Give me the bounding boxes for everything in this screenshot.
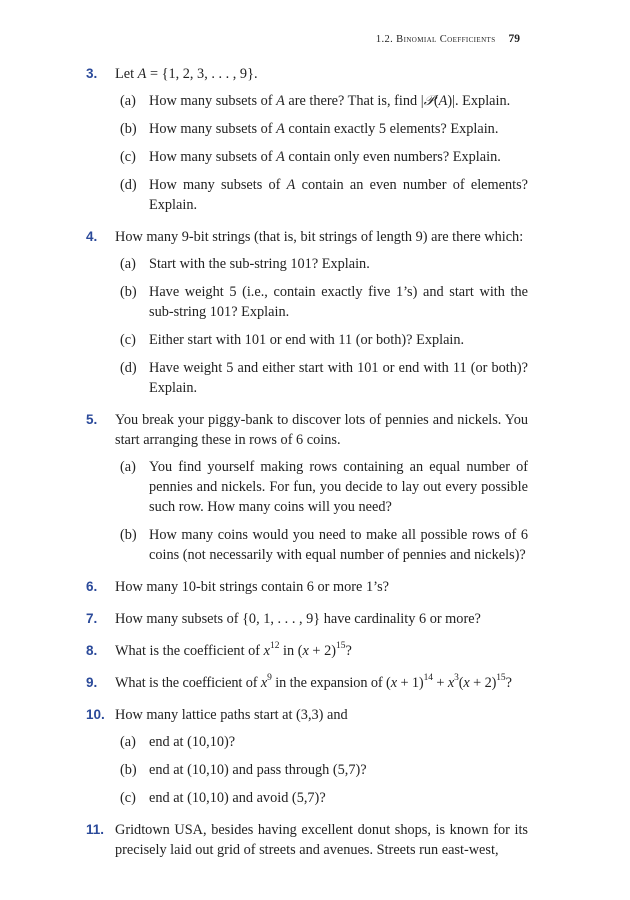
- subpart-a: (a) end at (10,10)?: [120, 734, 236, 750]
- problem-number: 4.: [86, 229, 98, 244]
- subpart-c: (c) Either start with 101 or end with 11 (or both)? Explain.: [120, 332, 465, 348]
- problem-3: [86, 64, 528, 215]
- problem-9: [86, 673, 528, 693]
- subpart-c: (c) How many subsets of A contain only even numbers? Explain.: [120, 149, 501, 165]
- subpart-b: (b) Have weight 5 (i.e., contain exactly five 1’s) and start with the sub-string 101? Explain.: [120, 284, 528, 320]
- exercise-list: [86, 64, 528, 860]
- problem-4: [86, 227, 528, 398]
- problem-7: [86, 609, 528, 629]
- problem-stem: You break your piggy-bank to discover lots of pennies and nickels. You start arranging these in rows of 6 coins.: [115, 412, 528, 448]
- problem-stem: Let A = {1, 2, 3, . . . , 9}.: [115, 66, 258, 82]
- problem-number: 5.: [86, 412, 98, 427]
- problem-stem: What is the coefficient of $x^{12}$ in $(x + 2)^{15}$?: [115, 641, 352, 659]
- problem-10: [86, 705, 528, 808]
- problem-stem: What is the coefficient of $x^9$ in the expansion of $(x + 1)^{14} + x^3(x + 2)^{15}$?: [115, 673, 512, 691]
- problem-number: 8.: [86, 643, 98, 658]
- problem-number: 9.: [86, 675, 98, 690]
- subpart-d: (d) Have weight 5 and either start with 101 or end with 11 (or both)? Explain.: [120, 360, 528, 396]
- subparts: [115, 91, 528, 215]
- problem-11: [86, 820, 528, 860]
- subpart-a: (a) You find yourself making rows containing an equal number of pennies and nickels. For fun, you decide to lay out every possible such row. How many coins will you need?: [120, 459, 528, 515]
- problem-8: [86, 641, 528, 661]
- problem-number: 7.: [86, 611, 98, 626]
- problem-stem: How many 9-bit strings (that is, bit strings of length 9) are there which:: [115, 229, 524, 245]
- running-header: [376, 29, 520, 50]
- problem-stem: How many 10-bit strings contain 6 or more 1’s?: [115, 579, 389, 595]
- subpart-b: (b) end at (10,10) and pass through (5,7)?: [120, 762, 367, 778]
- problem-number: 6.: [86, 579, 98, 594]
- subpart-b: (b) How many subsets of A contain exactly 5 elements? Explain.: [120, 121, 499, 137]
- subpart-b: (b) How many coins would you need to make all possible rows of 6 coins (not necessarily with equal number of pennies and nickels)?: [120, 527, 528, 563]
- problem-number: 11.: [86, 822, 105, 837]
- subpart-c: (c) end at (10,10) and avoid (5,7)?: [120, 790, 326, 806]
- problem-stem: How many lattice paths start at (3,3) and: [115, 707, 348, 723]
- problem-6: [86, 577, 528, 597]
- subparts: [115, 457, 528, 565]
- problem-stem: Gridtown USA, besides having excellent donut shops, is known for its precisely laid out grid of streets and avenues. Streets run east-west,: [115, 822, 528, 858]
- problem-5: [86, 410, 528, 565]
- problem-number: 10.: [86, 707, 105, 722]
- problem-stem: How many subsets of {0, 1, . . . , 9} have cardinality 6 or more?: [115, 611, 481, 627]
- subparts: [115, 254, 528, 398]
- page-number: 79: [508, 33, 520, 45]
- problem-number: 3.: [86, 66, 98, 81]
- subpart-d: (d) How many subsets of A contain an even number of elements? Explain.: [120, 177, 529, 213]
- subpart-a: (a) How many subsets of A are there? That is, find |𝒫(A)|. Explain.: [120, 93, 511, 109]
- section-title: 1.2. Binomial Coefficients: [375, 34, 496, 45]
- subpart-a: (a) Start with the sub-string 101? Explain.: [120, 256, 370, 272]
- subparts: [115, 732, 528, 808]
